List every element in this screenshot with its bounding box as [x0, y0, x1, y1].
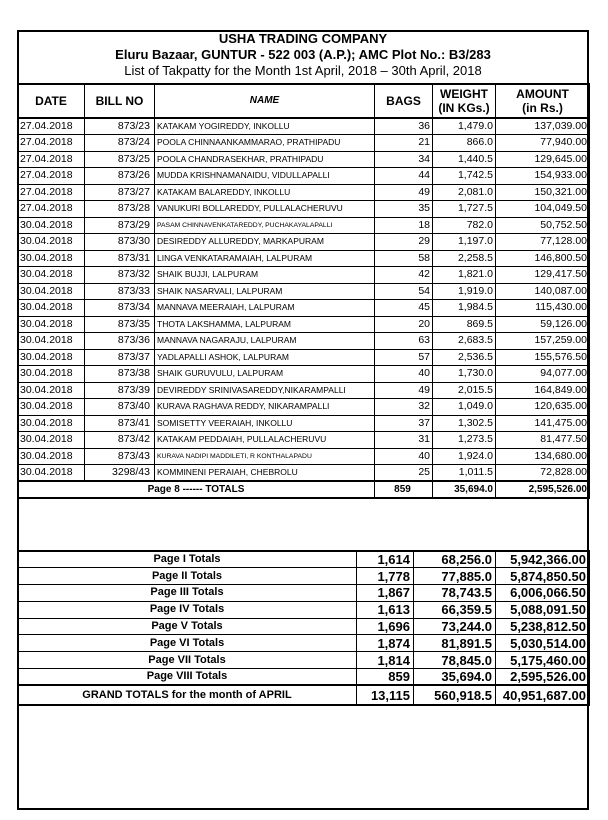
bags-cell: 34 — [375, 151, 433, 168]
name-cell: MANNAVA MEERAIAH, LALPURAM — [155, 300, 375, 317]
summary-bags: 1,778 — [357, 568, 414, 585]
date-cell: 30.04.2018 — [18, 250, 85, 267]
table-row — [18, 448, 590, 465]
weight-cell: 1,727.5 — [433, 201, 496, 218]
table-row — [18, 382, 590, 399]
table-row — [18, 465, 590, 482]
weight-cell: 1,302.5 — [433, 415, 496, 432]
table-row — [18, 300, 590, 317]
bags-cell: 21 — [375, 135, 433, 152]
summary-bags: 859 — [357, 669, 414, 686]
date-cell: 30.04.2018 — [18, 300, 85, 317]
amount-cell: 154,933.00 — [496, 168, 590, 185]
summary-row — [18, 551, 590, 568]
date-cell: 30.04.2018 — [18, 316, 85, 333]
bags-cell: 40 — [375, 366, 433, 383]
table-row — [18, 217, 590, 234]
name-cell: PASAM CHINNAVENKATAREDDY, PUCHAKAYALAPALLI — [155, 217, 375, 234]
summary-row — [18, 618, 590, 635]
amount-cell: 137,039.00 — [496, 118, 590, 135]
summary-row — [18, 669, 590, 686]
summary-bags: 1,867 — [357, 585, 414, 602]
bags-cell: 37 — [375, 415, 433, 432]
table-row — [18, 118, 590, 135]
weight-cell: 2,258.5 — [433, 250, 496, 267]
weight-cell: 1,440.5 — [433, 151, 496, 168]
amount-cell: 77,128.00 — [496, 234, 590, 251]
table-header-row — [18, 84, 590, 118]
bill-no-cell: 873/26 — [85, 168, 155, 185]
bill-no-cell: 873/37 — [85, 349, 155, 366]
date-cell: 27.04.2018 — [18, 201, 85, 218]
amount-cell: 157,259.00 — [496, 333, 590, 350]
summary-amount: 5,942,366.00 — [496, 551, 590, 568]
table-row — [18, 415, 590, 432]
date-cell: 30.04.2018 — [18, 448, 85, 465]
summary-weight: 81,891.5 — [414, 635, 496, 652]
weight-cell: 1,479.0 — [433, 118, 496, 135]
summary-bags: 1,874 — [357, 635, 414, 652]
bags-cell: 29 — [375, 234, 433, 251]
weight-cell: 2,015.5 — [433, 382, 496, 399]
date-cell: 30.04.2018 — [18, 333, 85, 350]
bill-no-cell: 873/36 — [85, 333, 155, 350]
table-row — [18, 316, 590, 333]
summary-weight: 77,885.0 — [414, 568, 496, 585]
weight-cell: 1,821.0 — [433, 267, 496, 284]
date-cell: 27.04.2018 — [18, 168, 85, 185]
page-total-weight: 35,694.0 — [433, 481, 496, 498]
bill-no-cell: 873/33 — [85, 283, 155, 300]
list-subtitle: List of Takpatty for the Month 1st April, 2018 – 30th April, 2018 — [124, 63, 482, 78]
name-cell: KATAKAM BALAREDDY, INKOLLU — [155, 184, 375, 201]
bill-no-cell: 873/32 — [85, 267, 155, 284]
name-cell: POOLA CHANDRASEKHAR, PRATHIPADU — [155, 151, 375, 168]
bill-no-cell: 873/25 — [85, 151, 155, 168]
summary-label: Page III Totals — [18, 585, 357, 602]
table-row — [18, 432, 590, 449]
bags-cell: 63 — [375, 333, 433, 350]
amount-cell: 129,645.00 — [496, 151, 590, 168]
summary-weight: 78,845.0 — [414, 652, 496, 669]
name-cell: KATAKAM YOGIREDDY, INKOLLU — [155, 118, 375, 135]
amount-cell: 140,087.00 — [496, 283, 590, 300]
summary-weight: 73,244.0 — [414, 618, 496, 635]
name-cell: DEVIREDDY SRINIVASAREDDY,NIKARAMPALLI — [155, 382, 375, 399]
bill-no-cell: 873/34 — [85, 300, 155, 317]
name-cell: KATAKAM PEDDAIAH, PULLALACHERUVU — [155, 432, 375, 449]
summary-weight: 78,743.5 — [414, 585, 496, 602]
summary-label: Page I Totals — [18, 551, 357, 568]
bill-no-cell: 873/41 — [85, 415, 155, 432]
weight-cell: 1,197.0 — [433, 234, 496, 251]
name-cell: YADLAPALLI ASHOK, LALPURAM — [155, 349, 375, 366]
bags-cell: 54 — [375, 283, 433, 300]
amount-cell: 94,077.00 — [496, 366, 590, 383]
bags-cell: 18 — [375, 217, 433, 234]
grand-total-weight: 560,918.5 — [414, 685, 496, 705]
weight-cell: 1,919.0 — [433, 283, 496, 300]
takpatty-table — [17, 83, 590, 499]
bags-cell: 57 — [375, 349, 433, 366]
grand-total-bags: 13,115 — [357, 685, 414, 705]
summary-label: Page II Totals — [18, 568, 357, 585]
company-name: USHA TRADING COMPANY — [218, 31, 388, 46]
bags-cell: 20 — [375, 316, 433, 333]
name-cell: SOMISETTY VEERAIAH, INKOLLU — [155, 415, 375, 432]
date-cell: 30.04.2018 — [18, 382, 85, 399]
date-cell: 30.04.2018 — [18, 399, 85, 416]
summary-weight: 66,359.5 — [414, 601, 496, 618]
col-header-date: DATE — [18, 84, 85, 118]
bill-no-cell: 873/28 — [85, 201, 155, 218]
document-header — [19, 31, 587, 83]
bill-no-cell: 873/42 — [85, 432, 155, 449]
summary-amount: 2,595,526.00 — [496, 669, 590, 686]
date-cell: 27.04.2018 — [18, 118, 85, 135]
date-cell: 30.04.2018 — [18, 465, 85, 482]
summary-amount: 5,238,812.50 — [496, 618, 590, 635]
table-row — [18, 333, 590, 350]
col-header-amount — [496, 84, 590, 118]
name-cell: KOMMINENI PERAIAH, CHEBROLU — [155, 465, 375, 482]
bill-no-cell: 3298/43 — [85, 465, 155, 482]
bags-cell: 36 — [375, 118, 433, 135]
summary-weight: 35,694.0 — [414, 669, 496, 686]
table-row — [18, 234, 590, 251]
grand-total-row — [18, 685, 590, 705]
table-row — [18, 267, 590, 284]
weight-cell: 1,273.5 — [433, 432, 496, 449]
col-header-weight — [433, 84, 496, 118]
bill-no-cell: 873/35 — [85, 316, 155, 333]
weight-cell: 1,742.5 — [433, 168, 496, 185]
name-cell: DESIREDDY ALLUREDDY, MARKAPURAM — [155, 234, 375, 251]
amount-cell: 72,828.00 — [496, 465, 590, 482]
col-header-bill-no: BILL NO — [85, 84, 155, 118]
table-row — [18, 366, 590, 383]
bill-no-cell: 873/27 — [85, 184, 155, 201]
summary-amount: 5,874,850.50 — [496, 568, 590, 585]
name-cell: LINGA VENKATARAMAIAH, LALPURAM — [155, 250, 375, 267]
summary-row — [18, 585, 590, 602]
summary-amount: 5,030,514.00 — [496, 635, 590, 652]
bags-cell: 40 — [375, 448, 433, 465]
bill-no-cell: 873/38 — [85, 366, 155, 383]
page-total-amount: 2,595,526.00 — [496, 481, 590, 498]
bags-cell: 44 — [375, 168, 433, 185]
company-address: Eluru Bazaar, GUNTUR - 522 003 (A.P.); AMC Plot No.: B3/283 — [115, 47, 491, 62]
weight-cell: 1,924.0 — [433, 448, 496, 465]
amount-header-line2: (in Rs.) — [522, 101, 563, 115]
summary-label: Page IV Totals — [18, 601, 357, 618]
summary-row — [18, 568, 590, 585]
summary-label: Page VIII Totals — [18, 669, 357, 686]
amount-cell: 104,049.50 — [496, 201, 590, 218]
bill-no-cell: 873/31 — [85, 250, 155, 267]
amount-cell: 129,417.50 — [496, 267, 590, 284]
summary-row — [18, 635, 590, 652]
table-row — [18, 349, 590, 366]
col-header-name: NAME — [155, 84, 375, 118]
name-cell: SHAIK NASARVALI, LALPURAM — [155, 283, 375, 300]
summary-bags: 1,814 — [357, 652, 414, 669]
weight-cell: 1,011.5 — [433, 465, 496, 482]
date-cell: 30.04.2018 — [18, 217, 85, 234]
date-cell: 30.04.2018 — [18, 283, 85, 300]
summary-bags: 1,696 — [357, 618, 414, 635]
amount-cell: 164,849.00 — [496, 382, 590, 399]
weight-cell: 2,683.5 — [433, 333, 496, 350]
name-cell: THOTA LAKSHAMMA, LALPURAM — [155, 316, 375, 333]
weight-cell: 2,081.0 — [433, 184, 496, 201]
bags-cell: 31 — [375, 432, 433, 449]
table-row — [18, 250, 590, 267]
amount-cell: 141,475.00 — [496, 415, 590, 432]
amount-cell: 146,800.50 — [496, 250, 590, 267]
col-header-bags: BAGS — [375, 84, 433, 118]
summary-bags: 1,614 — [357, 551, 414, 568]
grand-total-amount: 40,951,687.00 — [496, 685, 590, 705]
summary-amount: 5,175,460.00 — [496, 652, 590, 669]
page-total-bags: 859 — [375, 481, 433, 498]
amount-cell: 120,635.00 — [496, 399, 590, 416]
date-cell: 30.04.2018 — [18, 366, 85, 383]
name-cell: KURAVA RAGHAVA REDDY, NIKARAMPALLI — [155, 399, 375, 416]
weight-cell: 782.0 — [433, 217, 496, 234]
amount-cell: 150,321.00 — [496, 184, 590, 201]
summary-amount: 6,006,066.50 — [496, 585, 590, 602]
table-row — [18, 135, 590, 152]
date-cell: 30.04.2018 — [18, 432, 85, 449]
date-cell: 30.04.2018 — [18, 415, 85, 432]
amount-cell: 50,752.50 — [496, 217, 590, 234]
bags-cell: 45 — [375, 300, 433, 317]
summary-amount: 5,088,091.50 — [496, 601, 590, 618]
table-row — [18, 184, 590, 201]
page-total-row — [18, 481, 590, 498]
weight-cell: 866.0 — [433, 135, 496, 152]
amount-cell: 59,126.00 — [496, 316, 590, 333]
bags-cell: 25 — [375, 465, 433, 482]
bags-cell: 35 — [375, 201, 433, 218]
bill-no-cell: 873/40 — [85, 399, 155, 416]
weight-cell: 869.5 — [433, 316, 496, 333]
bill-no-cell: 873/43 — [85, 448, 155, 465]
name-cell: KURAVA NADIPI MADDILETI, R KONTHALAPADU — [155, 448, 375, 465]
weight-header-line1: WEIGHT — [440, 87, 488, 101]
amount-cell: 81,477.50 — [496, 432, 590, 449]
weight-cell: 1,730.0 — [433, 366, 496, 383]
table-row — [18, 283, 590, 300]
summary-row — [18, 652, 590, 669]
summary-label: Page VII Totals — [18, 652, 357, 669]
table-row — [18, 151, 590, 168]
amount-cell: 134,680.00 — [496, 448, 590, 465]
amount-cell: 155,576.50 — [496, 349, 590, 366]
bags-cell: 32 — [375, 399, 433, 416]
summary-label: Page V Totals — [18, 618, 357, 635]
name-cell: MANNAVA NAGARAJU, LALPURAM — [155, 333, 375, 350]
weight-header-line2: (IN KGs.) — [438, 101, 490, 115]
bill-no-cell: 873/23 — [85, 118, 155, 135]
amount-cell: 77,940.00 — [496, 135, 590, 152]
bags-cell: 49 — [375, 382, 433, 399]
weight-cell: 2,536.5 — [433, 349, 496, 366]
date-cell: 27.04.2018 — [18, 151, 85, 168]
date-cell: 30.04.2018 — [18, 234, 85, 251]
name-cell: POOLA CHINNAANKAMMARAO, PRATHIPADU — [155, 135, 375, 152]
bill-no-cell: 873/24 — [85, 135, 155, 152]
date-cell: 30.04.2018 — [18, 349, 85, 366]
date-cell: 30.04.2018 — [18, 267, 85, 284]
summary-bags: 1,613 — [357, 601, 414, 618]
bags-cell: 58 — [375, 250, 433, 267]
amount-cell: 115,430.00 — [496, 300, 590, 317]
bill-no-cell: 873/39 — [85, 382, 155, 399]
bags-cell: 49 — [375, 184, 433, 201]
summary-label: Page VI Totals — [18, 635, 357, 652]
weight-cell: 1,049.0 — [433, 399, 496, 416]
page-total-label: Page 8 ------ TOTALS — [18, 481, 375, 498]
summary-table — [17, 550, 590, 706]
bill-no-cell: 873/29 — [85, 217, 155, 234]
table-row — [18, 201, 590, 218]
bill-no-cell: 873/30 — [85, 234, 155, 251]
name-cell: MUDDA KRISHNAMANAIDU, VIDULLAPALLI — [155, 168, 375, 185]
name-cell: SHAIK BUJJI, LALPURAM — [155, 267, 375, 284]
table-row — [18, 399, 590, 416]
amount-header-line1: AMOUNT — [516, 87, 569, 101]
weight-cell: 1,984.5 — [433, 300, 496, 317]
date-cell: 27.04.2018 — [18, 184, 85, 201]
table-row — [18, 168, 590, 185]
bags-cell: 42 — [375, 267, 433, 284]
grand-total-label: GRAND TOTALS for the month of APRIL — [18, 685, 357, 705]
summary-weight: 68,256.0 — [414, 551, 496, 568]
summary-row — [18, 601, 590, 618]
name-cell: VANUKURI BOLLAREDDY, PULLALACHERUVU — [155, 201, 375, 218]
date-cell: 27.04.2018 — [18, 135, 85, 152]
name-cell: SHAIK GURUVULU, LALPURAM — [155, 366, 375, 383]
